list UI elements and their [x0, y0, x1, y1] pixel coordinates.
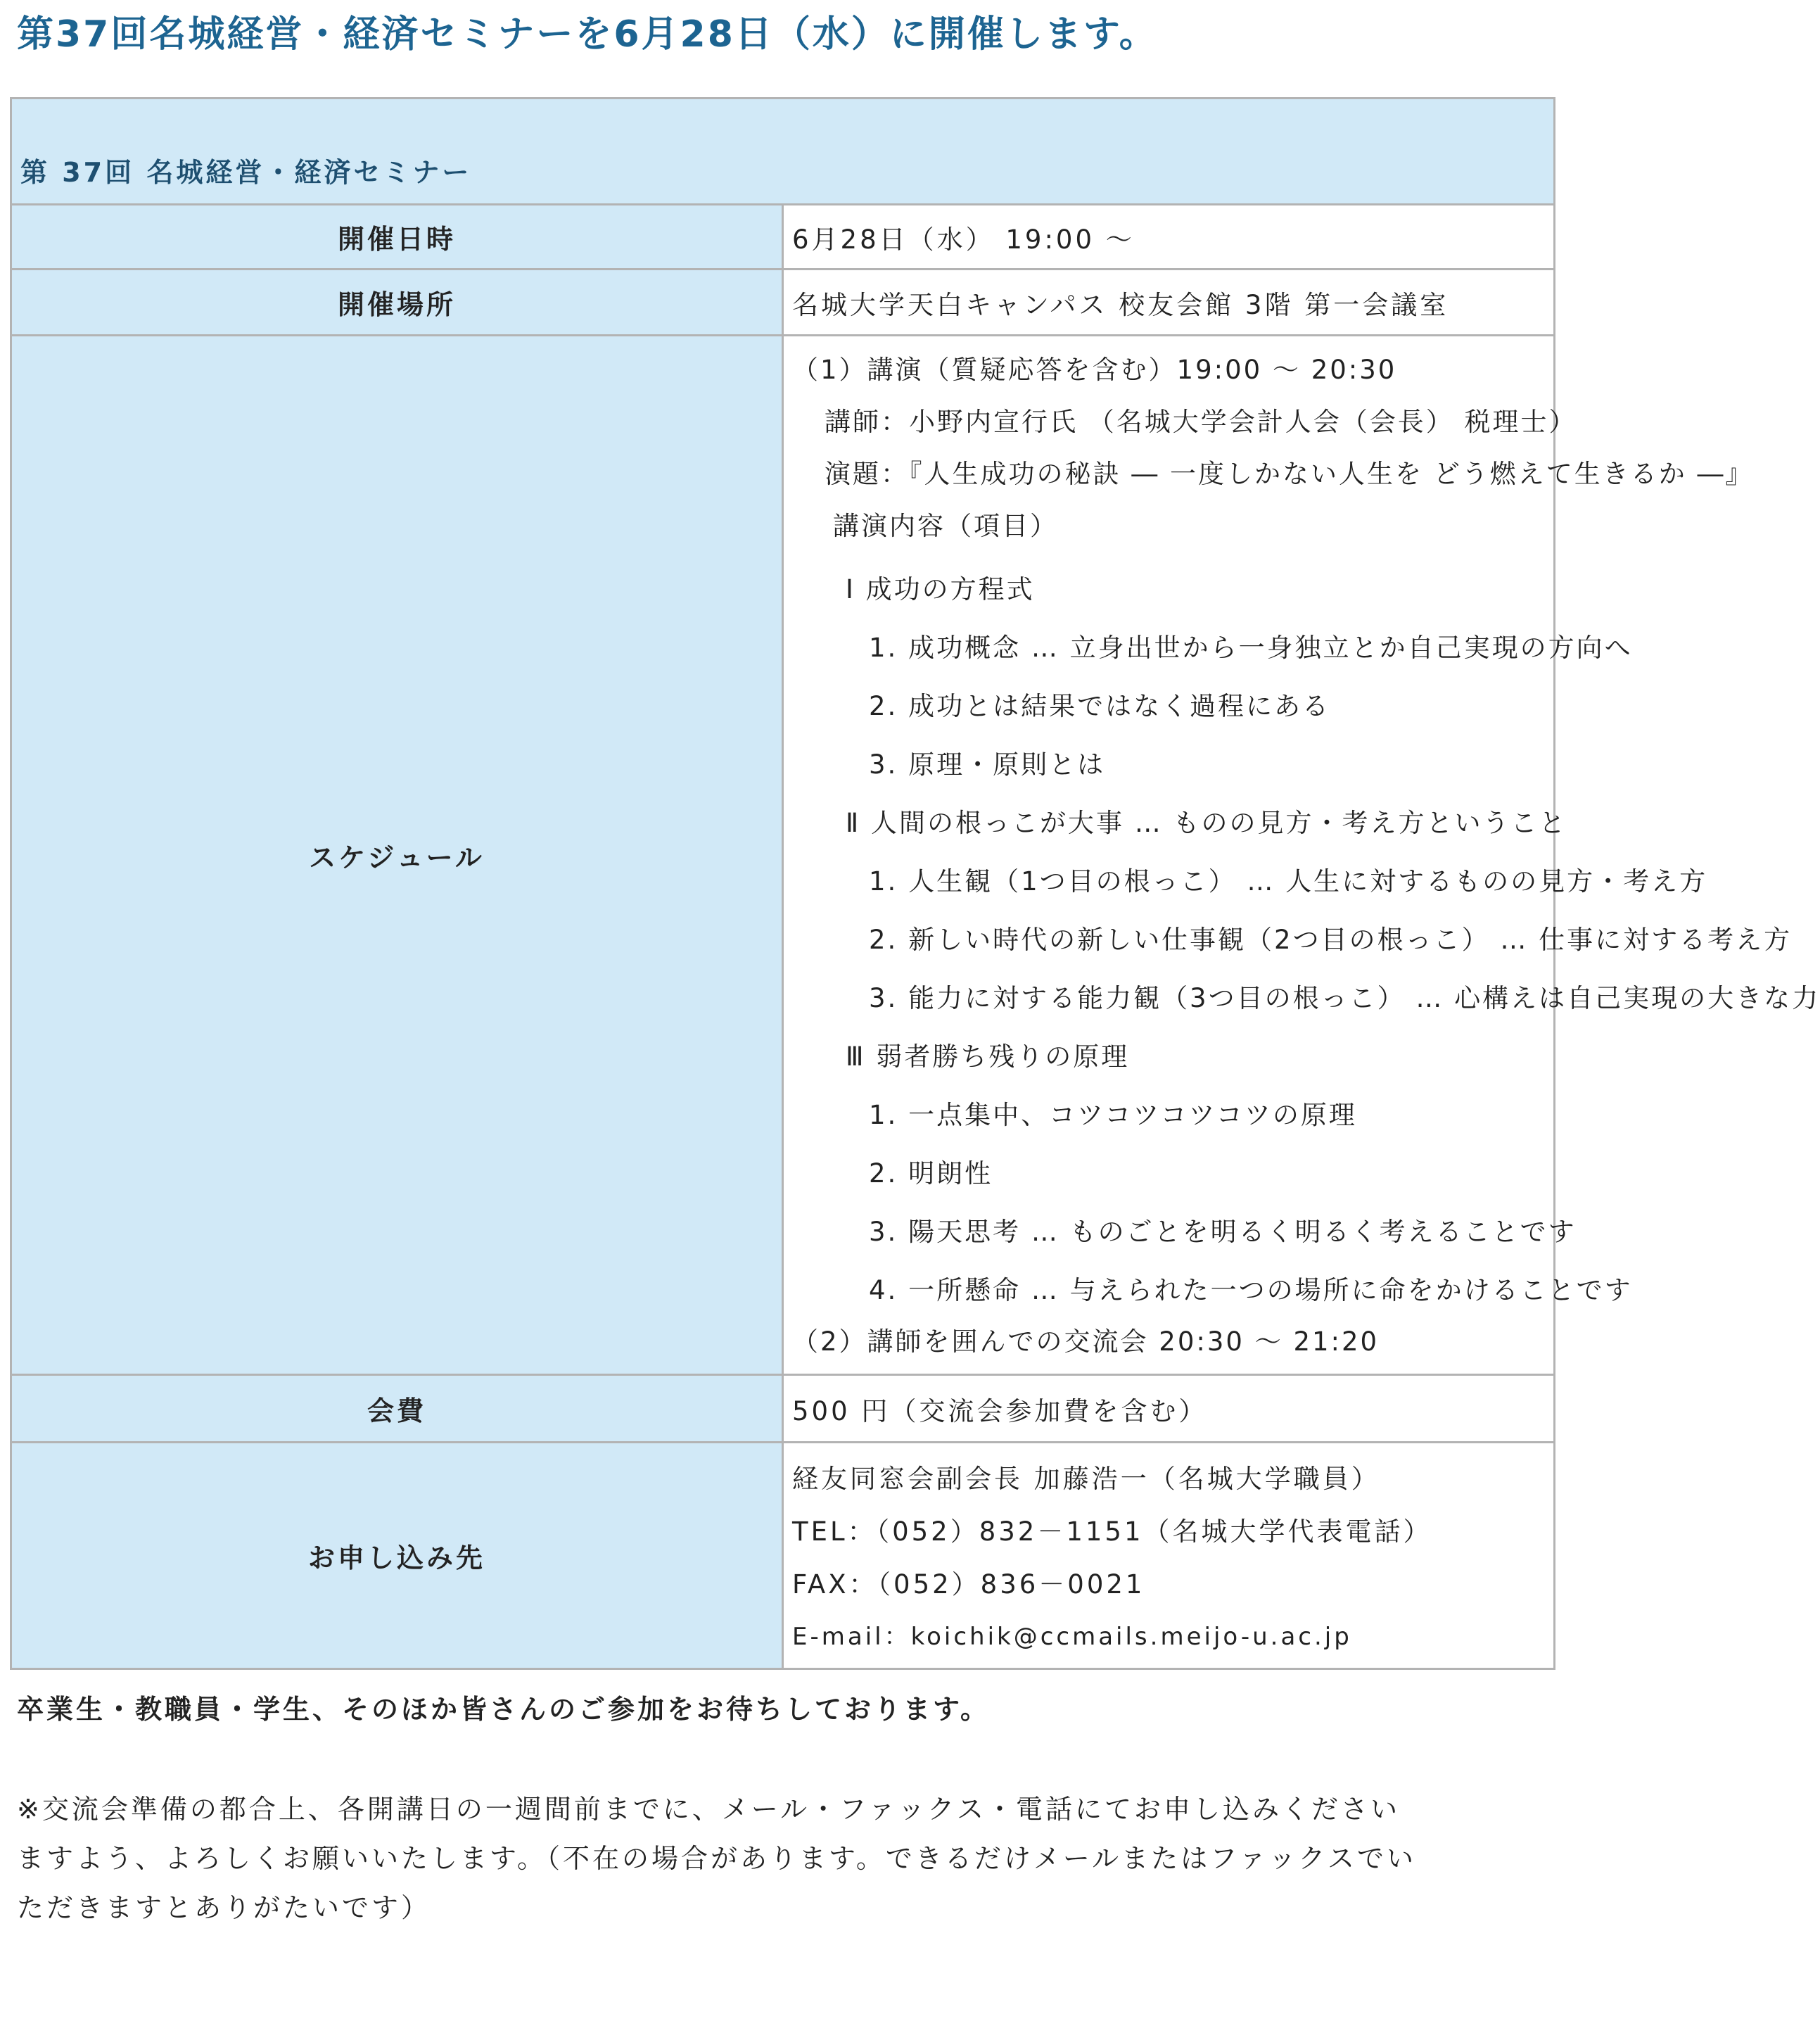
- contact-email[interactable]: E-mail：koichik@ccmails.meijo-u.ac.jp: [792, 1622, 1352, 1651]
- schedule-cell: [783, 336, 1820, 1375]
- table-caption: 第 37回 名城経営・経済セミナー: [11, 99, 1555, 205]
- schedule-line-section-3: Ⅲ 弱者勝ち残りの原理: [846, 1041, 1130, 1072]
- schedule-line-item: 2. 成功とは結果ではなく過程にある: [869, 691, 1331, 721]
- schedule-line-item: 3. 陽天思考 … ものごとを明るく明るく考えることです: [869, 1217, 1577, 1247]
- date-value: 6月28日（水） 19:00 ～: [783, 205, 1555, 270]
- schedule-line-social: （2）講師を囲んでの交流会 20:30 ～ 21:20: [792, 1326, 1380, 1357]
- schedule-line-item: 2. 明朗性: [869, 1158, 993, 1189]
- contact-tel: TEL：（052）832－1151（名城大学代表電話）: [792, 1516, 1432, 1547]
- schedule-line-item: 1. 成功概念 … 立身出世から一身独立とか自己実現の方向へ: [869, 633, 1633, 663]
- schedule-line-contents-heading: 講演内容（項目）: [833, 511, 1058, 541]
- schedule-line-lecturer: 講師：小野内宣行氏 （名城大学会計人会（会長） 税理士）: [825, 407, 1577, 437]
- contact-cell: [783, 1443, 1555, 1669]
- note-line: ※交流会準備の都合上、各開講日の一週間前までに、メール・ファックス・電話にてお申し込みください: [17, 1794, 1400, 1825]
- contact-fax: FAX：（052）836－0021: [792, 1569, 1145, 1600]
- fee-label: 会費: [11, 1375, 783, 1443]
- closing-message: 卒業生・教職員・学生、そのほか皆さんのご参加をお待ちしております。: [17, 1694, 990, 1725]
- schedule-content: [784, 336, 1820, 1374]
- schedule-label: スケジュール: [11, 336, 783, 1375]
- note-line: ますよう、よろしくお願いいたします。（不在の場合があります。できるだけメールまたはファックスでい: [17, 1843, 1417, 1874]
- schedule-line-item: 2. 新しい時代の新しい仕事観（2つ目の根っこ） … 仕事に対する考え方: [869, 925, 1793, 955]
- fee-value: 500 円（交流会参加費を含む）: [783, 1375, 1555, 1443]
- schedule-line-item: 3. 原理・原則とは: [869, 749, 1106, 780]
- contact-person: 経友同窓会副会長 加藤浩一（名城大学職員）: [792, 1463, 1380, 1494]
- place-label: 開催場所: [11, 270, 783, 336]
- date-label: 開催日時: [11, 205, 783, 270]
- schedule-line-topic: 演題：『人生成功の秘訣 ― 一度しかない人生を どう燃えて生きるか ―』: [825, 459, 1754, 489]
- table-row-place: [11, 270, 1555, 336]
- seminar-info-table: [10, 97, 1820, 1670]
- page-title: 第37回名城経営・経済セミナーを6月28日（水）に開催します。: [17, 13, 1158, 56]
- table-row-fee: [11, 1375, 1555, 1443]
- contact-label: お申し込み先: [11, 1443, 783, 1669]
- table-row-date: [11, 205, 1555, 270]
- schedule-line-item: 1. 一点集中、コツコツコツコツの原理: [869, 1100, 1357, 1130]
- note-line: ただきますとありがたいです）: [17, 1892, 431, 1923]
- place-value: 名城大学天白キャンパス 校友会館 3階 第一会議室: [783, 270, 1555, 336]
- schedule-line-lecture: （1）講演（質疑応答を含む）19:00 ～ 20:30: [792, 355, 1397, 385]
- table-row-contact: [11, 1443, 1555, 1669]
- schedule-line-item: 3. 能力に対する能力観（3つ目の根っこ） … 心構えは自己実現の大きな力: [869, 983, 1820, 1013]
- table-row-schedule: [11, 336, 1555, 1375]
- schedule-line-item: 1. 人生観（1つ目の根っこ） … 人生に対するものの見方・考え方: [869, 866, 1708, 897]
- schedule-line-section-1: Ⅰ 成功の方程式: [846, 574, 1035, 604]
- schedule-line-item: 4. 一所懸命 … 与えられた一つの場所に命をかけることです: [869, 1275, 1633, 1305]
- schedule-line-section-2: Ⅱ 人間の根っこが大事 … ものの見方・考え方ということ: [846, 808, 1567, 838]
